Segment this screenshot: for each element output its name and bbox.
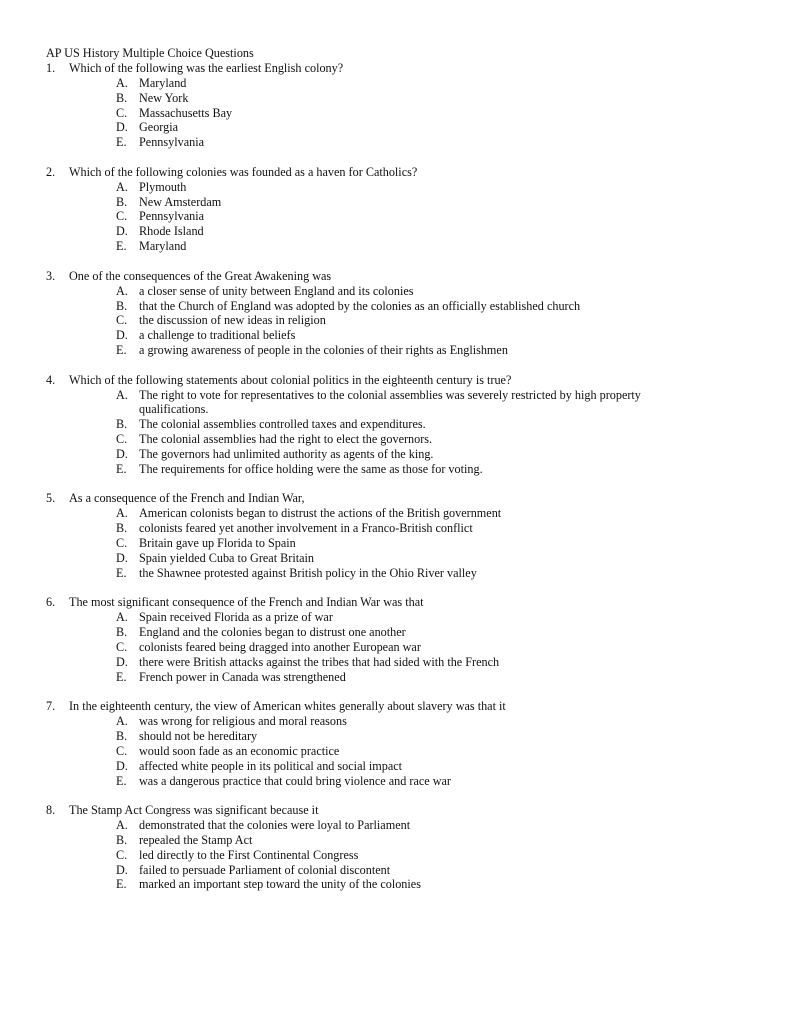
answer-option xyxy=(0,313,791,328)
answer-option xyxy=(0,432,791,447)
option-text: The governors had unlimited authority as agents of the king. xyxy=(139,446,434,461)
option-letter: D. xyxy=(116,446,128,461)
option-letter: E. xyxy=(116,773,127,788)
question-text: Which of the following colonies was founded as a haven for Catholics? xyxy=(69,164,418,179)
option-letter: E. xyxy=(116,565,127,580)
answer-option xyxy=(0,670,791,685)
question-number: 3. xyxy=(46,268,56,283)
option-text: was a dangerous practice that could bring violence and race war xyxy=(139,773,451,788)
option-text: The requirements for office holding were the same as those for voting. xyxy=(139,461,483,476)
option-text: a growing awareness of people in the colonies of their rights as Englishmen xyxy=(139,343,508,358)
question-stem xyxy=(0,491,791,506)
option-text: Spain yielded Cuba to Great Britain xyxy=(139,550,314,565)
question-number: 6. xyxy=(46,595,56,610)
question-8 xyxy=(0,803,791,892)
option-text: Britain gave up Florida to Spain xyxy=(139,536,296,550)
option-letter: C. xyxy=(116,313,128,328)
option-text: Spain received Florida as a prize of war xyxy=(139,610,333,625)
option-text: demonstrated that the colonies were loyal to Parliament xyxy=(139,818,411,833)
answer-option xyxy=(0,388,791,418)
option-letter: D. xyxy=(116,758,128,773)
question-list xyxy=(0,61,791,907)
answer-option xyxy=(0,551,791,566)
answer-option xyxy=(0,135,791,150)
option-letter: D. xyxy=(116,654,128,669)
option-text: The right to vote for representatives to the colonial assemblies was severely restricted by high property qualifications. xyxy=(139,387,641,417)
answer-option xyxy=(0,106,791,121)
option-text: Maryland xyxy=(139,239,187,254)
question-stem xyxy=(0,803,791,818)
answer-option xyxy=(0,729,791,744)
answer-option xyxy=(0,610,791,625)
answer-option xyxy=(0,239,791,254)
option-text: failed to persuade Parliament of colonial discontent xyxy=(139,862,391,877)
question-3 xyxy=(0,269,791,358)
answer-option xyxy=(0,714,791,729)
question-text: The most significant consequence of the French and Indian War was that xyxy=(69,595,424,610)
question-text: One of the consequences of the Great Awakening was xyxy=(69,268,332,283)
answer-option xyxy=(0,774,791,789)
option-letter: A. xyxy=(116,75,128,90)
option-letter: E. xyxy=(116,461,127,476)
option-letter: A. xyxy=(116,283,128,298)
option-text: Plymouth xyxy=(139,179,187,194)
answer-option xyxy=(0,343,791,358)
question-stem xyxy=(0,595,791,610)
question-1 xyxy=(0,61,791,150)
question-2 xyxy=(0,165,791,254)
option-letter: B. xyxy=(116,625,128,640)
option-text: Pennsylvania xyxy=(139,135,204,150)
option-text: should not be hereditary xyxy=(139,728,258,743)
answer-option xyxy=(0,209,791,224)
option-text: The colonial assemblies controlled taxes and expenditures. xyxy=(139,417,426,432)
option-letter: B. xyxy=(116,417,128,432)
question-number: 4. xyxy=(46,372,56,387)
option-letter: B. xyxy=(116,832,128,847)
option-letter: E. xyxy=(116,877,127,892)
option-text: colonists feared being dragged into another European war xyxy=(139,639,421,654)
option-letter: B. xyxy=(116,298,128,313)
answer-option xyxy=(0,655,791,670)
answer-option xyxy=(0,195,791,210)
question-stem xyxy=(0,165,791,180)
option-text: England and the colonies began to distrust one another xyxy=(139,625,406,640)
question-number: 8. xyxy=(46,803,56,818)
option-text: the discussion of new ideas in religion xyxy=(139,313,326,328)
answer-option xyxy=(0,76,791,91)
option-letter: B. xyxy=(116,521,128,536)
option-text: Rhode Island xyxy=(139,224,204,239)
answer-option xyxy=(0,120,791,135)
answer-option xyxy=(0,877,791,892)
answer-option xyxy=(0,640,791,655)
question-text: Which of the following statements about colonial politics in the eighteenth century is true? xyxy=(69,372,512,387)
option-letter: C. xyxy=(116,536,128,550)
answer-option xyxy=(0,91,791,106)
document-title: AP US History Multiple Choice Questions xyxy=(46,46,254,60)
question-6 xyxy=(0,595,791,684)
answer-option xyxy=(0,521,791,536)
answer-option xyxy=(0,625,791,640)
option-letter: E. xyxy=(116,669,127,684)
option-letter: D. xyxy=(116,862,128,877)
question-4 xyxy=(0,373,791,477)
option-letter: B. xyxy=(116,90,128,105)
option-letter: A. xyxy=(116,610,128,625)
option-letter: A. xyxy=(116,818,128,833)
option-text: Pennsylvania xyxy=(139,209,204,224)
answer-option xyxy=(0,536,791,551)
option-text: colonists feared yet another involvement in a Franco-British conflict xyxy=(139,521,473,536)
option-letter: C. xyxy=(116,432,128,447)
option-text: that the Church of England was adopted by the colonies as an officially established church xyxy=(139,298,581,313)
question-stem xyxy=(0,269,791,284)
option-text: The colonial assemblies had the right to elect the governors. xyxy=(139,432,433,447)
answer-option xyxy=(0,759,791,774)
option-letter: D. xyxy=(116,328,128,343)
option-text: Maryland xyxy=(139,75,187,90)
option-letter: A. xyxy=(116,179,128,194)
answer-option xyxy=(0,328,791,343)
option-letter: E. xyxy=(116,135,127,150)
answer-option xyxy=(0,180,791,195)
option-letter: C. xyxy=(116,847,128,862)
option-text: a challenge to traditional beliefs xyxy=(139,328,296,343)
option-letter: C. xyxy=(116,105,128,120)
question-stem xyxy=(0,373,791,388)
question-text: The Stamp Act Congress was significant because it xyxy=(69,803,319,818)
question-number: 5. xyxy=(46,491,56,506)
option-text: repealed the Stamp Act xyxy=(139,832,253,847)
option-letter: B. xyxy=(116,194,128,209)
answer-option xyxy=(0,284,791,299)
option-letter: E. xyxy=(116,239,127,254)
answer-option xyxy=(0,506,791,521)
answer-option xyxy=(0,818,791,833)
option-letter: D. xyxy=(116,224,128,239)
question-stem xyxy=(0,61,791,76)
option-text: would soon fade as an economic practice xyxy=(139,743,340,758)
option-letter: C. xyxy=(116,209,128,224)
question-stem xyxy=(0,699,791,714)
option-text: the Shawnee protested against British policy in the Ohio River valley xyxy=(139,565,477,580)
option-text: American colonists began to distrust the actions of the British government xyxy=(139,506,502,521)
option-letter: C. xyxy=(116,639,128,654)
answer-option xyxy=(0,447,791,462)
answer-option xyxy=(0,744,791,759)
answer-option xyxy=(0,833,791,848)
answer-option xyxy=(0,566,791,581)
option-text: a closer sense of unity between England and its colonies xyxy=(139,283,414,298)
option-letter: A. xyxy=(116,387,128,402)
question-text: In the eighteenth century, the view of American whites generally about slavery was that it xyxy=(69,699,506,714)
option-letter: B. xyxy=(116,728,128,743)
option-letter: A. xyxy=(116,506,128,521)
option-letter: E. xyxy=(116,343,127,358)
answer-option xyxy=(0,417,791,432)
option-text: New York xyxy=(139,90,189,105)
option-letter: C. xyxy=(116,743,128,758)
answer-option xyxy=(0,462,791,477)
question-7 xyxy=(0,699,791,788)
question-number: 2. xyxy=(46,164,56,179)
option-text: French power in Canada was strengthened xyxy=(139,669,346,684)
option-text: there were British attacks against the tribes that had sided with the French xyxy=(139,654,500,669)
question-text: Which of the following was the earliest English colony? xyxy=(69,61,344,75)
option-text: Massachusetts Bay xyxy=(139,105,233,120)
question-number: 1. xyxy=(46,61,56,75)
option-letter: A. xyxy=(116,714,128,729)
option-letter: D. xyxy=(116,550,128,565)
answer-option xyxy=(0,299,791,314)
option-text: was wrong for religious and moral reasons xyxy=(139,714,347,729)
answer-option xyxy=(0,863,791,878)
answer-option xyxy=(0,224,791,239)
question-text: As a consequence of the French and Indian War, xyxy=(69,491,305,506)
option-text: led directly to the First Continental Congress xyxy=(139,847,359,862)
question-5 xyxy=(0,491,791,580)
option-text: Georgia xyxy=(139,120,179,135)
option-text: marked an important step toward the unity of the colonies xyxy=(139,877,421,892)
option-text: affected white people in its political and social impact xyxy=(139,758,403,773)
option-text: New Amsterdam xyxy=(139,194,222,209)
question-number: 7. xyxy=(46,699,56,714)
option-letter: D. xyxy=(116,120,128,135)
answer-option xyxy=(0,848,791,863)
